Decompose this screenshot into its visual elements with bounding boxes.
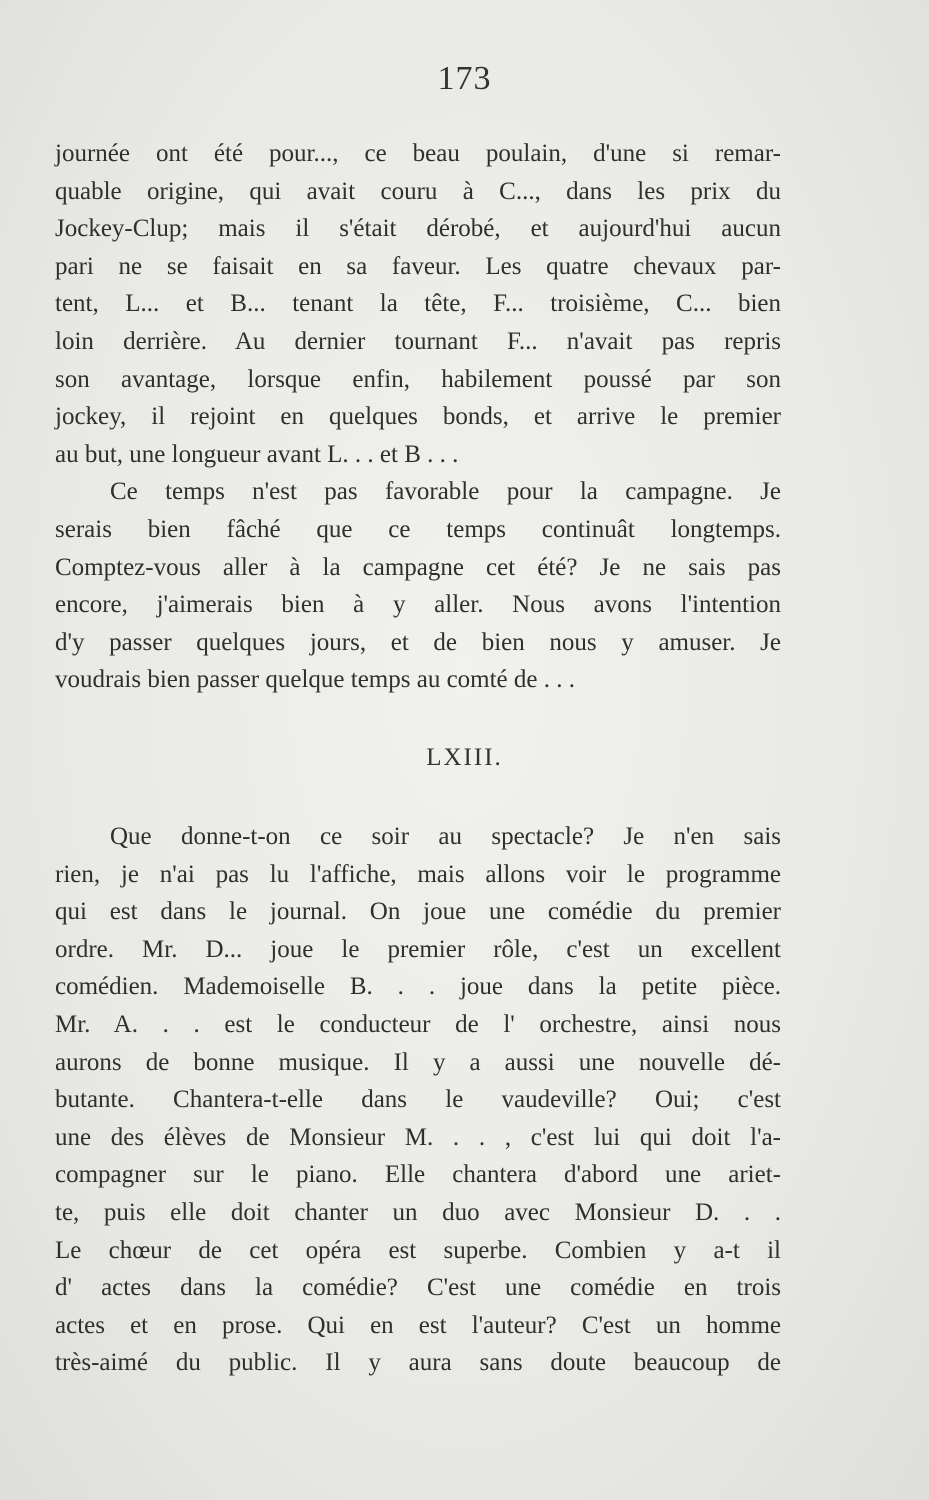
text-line: compagner sur le piano. Elle chantera d'abord une ariet- (55, 1161, 781, 1189)
text-line: tent, L... et B... tenant la tête, F... troisième, C... bien (55, 290, 781, 318)
text-line: qui est dans le journal. On joue une comédie du premier (55, 898, 781, 926)
text-line: jockey, il rejoint en quelques bonds, et arrive le premier (55, 403, 781, 431)
text-line: une des élèves de Monsieur M. . . , c'est lui qui doit l'a- (55, 1123, 781, 1151)
paragraph-spectacle (55, 818, 781, 1382)
text-line: voudrais bien passer quelque temps au comté de . . . (55, 666, 575, 694)
text-line: loin derrière. Au dernier tournant F... n'avait pas repris (55, 327, 781, 355)
text-line: d'y passer quelques jours, et de bien nous y amuser. Je (55, 628, 781, 656)
text-line: très-aimé du public. Il y aura sans doute beaucoup de (55, 1349, 781, 1377)
text-line: Que donne-t-on ce soir au spectacle? Je n'en sais (110, 823, 781, 850)
page-number: 173 (437, 60, 492, 97)
text-line: pari ne se faisait en sa faveur. Les quatre chevaux par- (55, 252, 781, 280)
text-line: d' actes dans la comédie? C'est une comédie en trois (55, 1274, 781, 1302)
text-line: au but, une longueur avant L. . . et B . . . (55, 440, 459, 468)
text-line: rien, je n'ai pas lu l'affiche, mais allons voir le programme (55, 860, 781, 888)
text-line: butante. Chantera-t-elle dans le vaudeville? Oui; c'est (55, 1086, 781, 1114)
text-line: comédien. Mademoiselle B. . . joue dans la petite pièce. (55, 973, 781, 1001)
paragraph-race (55, 135, 781, 699)
text-line: ordre. Mr. D... joue le premier rôle, c'est un excellent (55, 935, 781, 963)
text-line: Le chœur de cet opéra est superbe. Combien y a-t il (55, 1236, 781, 1264)
text-line: journée ont été pour..., ce beau poulain, d'une si remar- (55, 140, 781, 167)
text-line: Comptez-vous aller à la campagne cet été? Je ne sais pas (55, 553, 781, 581)
text-line: son avantage, lorsque enfin, habilement poussé par son (55, 365, 781, 393)
text-line: encore, j'aimerais bien à y aller. Nous avons l'intention (55, 591, 781, 619)
text-line: serais bien fâché que ce temps continuât longtemps. (55, 515, 781, 543)
text-line: actes et en prose. Qui en est l'auteur? C'est un homme (55, 1311, 781, 1339)
text-line: Jockey-Clup; mais il s'était dérobé, et aujourd'hui aucun (55, 215, 781, 243)
text-line: aurons de bonne musique. Il y a aussi une nouvelle dé- (55, 1048, 781, 1076)
text-line: Mr. A. . . est le conducteur de l' orchestre, ainsi nous (55, 1010, 781, 1038)
text-line: quable origine, qui avait couru à C..., dans les prix du (55, 177, 781, 205)
text-line: te, puis elle doit chanter un duo avec Monsieur D. . . (55, 1198, 781, 1226)
text-line: Ce temps n'est pas favorable pour la campagne. Je (110, 478, 781, 506)
section-heading: LXIII. (426, 744, 503, 771)
